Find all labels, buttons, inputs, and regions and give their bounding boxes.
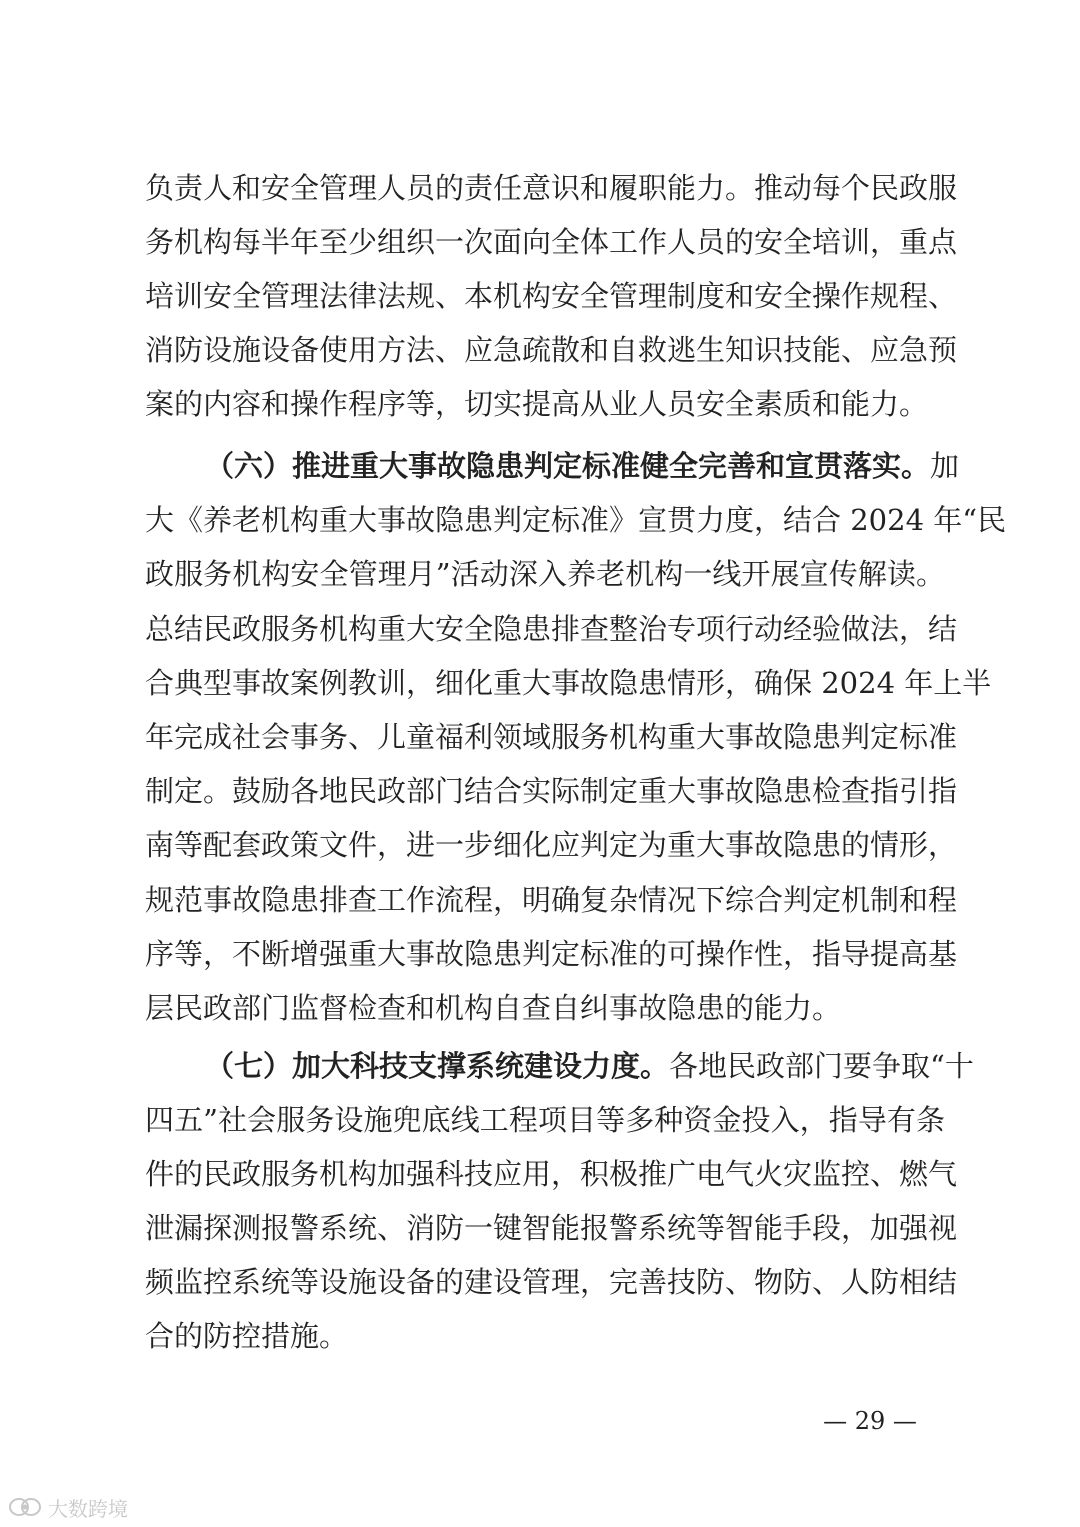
paragraph-2-line-6: 年完成社会事务、儿童福利领域服务机构重大事故隐患判定标准 [145, 720, 958, 754]
paragraph-3-line-3: 件的民政服务机构加强科技应用，积极推广电气火灾监控、燃气 [145, 1157, 958, 1191]
paragraph-2-line-4: 总结民政服务机构重大安全隐患排查整治专项行动经验做法，结 [145, 612, 958, 646]
paragraph-2-line-3: 政服务机构安全管理月”活动深入养老机构一线开展宣传解读。 [145, 557, 945, 591]
paragraph-2-line-10: 序等，不断增强重大事故隐患判定标准的可操作性，指导提高基 [145, 937, 958, 971]
paragraph-2-first-line [205, 446, 960, 486]
paragraph-1-line-3: 培训安全管理法律法规、本机构安全管理制度和安全操作规程、 [145, 279, 958, 313]
paragraph-2-line-11: 层民政部门监督检查和机构自查自纠事故隐患的能力。 [145, 991, 842, 1025]
watermark-text: 大数跨境 [48, 1496, 128, 1521]
paragraph-2-line-2: 大《养老机构重大事故隐患判定标准》宣贯力度，结合 2024 年“民 [145, 503, 1007, 537]
section-7-heading: （七）加大科技支撑系统建设力度。 [205, 1049, 670, 1083]
paragraph-3-line-5: 频监控系统等设施设备的建设管理，完善技防、物防、人防相结 [145, 1265, 958, 1299]
paragraph-3-line-2: 四五”社会服务设施兜底线工程项目等多种资金投入，指导有条 [145, 1103, 945, 1137]
paragraph-1-line-1: 负责人和安全管理人员的责任意识和履职能力。推动每个民政服 [145, 171, 958, 205]
paragraph-3-first-line [205, 1046, 974, 1086]
paragraph-1-line-2: 务机构每半年至少组织一次面向全体工作人员的安全培训，重点 [145, 225, 958, 259]
paragraph-2-first-line-text: 加 [930, 449, 960, 483]
paragraph-3-first-line-text: 各地民政部门要争取“十 [669, 1049, 974, 1083]
watermark [8, 1492, 128, 1522]
paragraph-2-line-5: 合典型事故案例教训，细化重大事故隐患情形，确保 2024 年上半 [145, 666, 992, 700]
paragraph-3-line-6: 合的防控措施。 [145, 1319, 349, 1353]
section-6-heading: （六）推进重大事故隐患判定标准健全完善和宣贯落实。 [205, 449, 931, 483]
paragraph-2-line-9: 规范事故隐患排查工作流程，明确复杂情况下综合判定机制和程 [145, 883, 958, 917]
paragraph-3-line-4: 泄漏探测报警系统、消防一键智能报警系统等智能手段，加强视 [145, 1211, 958, 1245]
paragraph-1-line-4: 消防设施设备使用方法、应急疏散和自救逃生知识技能、应急预 [145, 333, 958, 367]
paragraph-2-line-7: 制定。鼓励各地民政部门结合实际制定重大事故隐患检查指引指 [145, 774, 958, 808]
paragraph-1-line-5: 案的内容和操作程序等，切实提高从业人员安全素质和能力。 [145, 387, 929, 421]
page-number: — 29 — [823, 1407, 917, 1435]
paragraph-2-line-8: 南等配套政策文件，进一步细化应判定为重大事故隐患的情形， [145, 828, 958, 862]
brand-logo-icon [8, 1496, 42, 1518]
